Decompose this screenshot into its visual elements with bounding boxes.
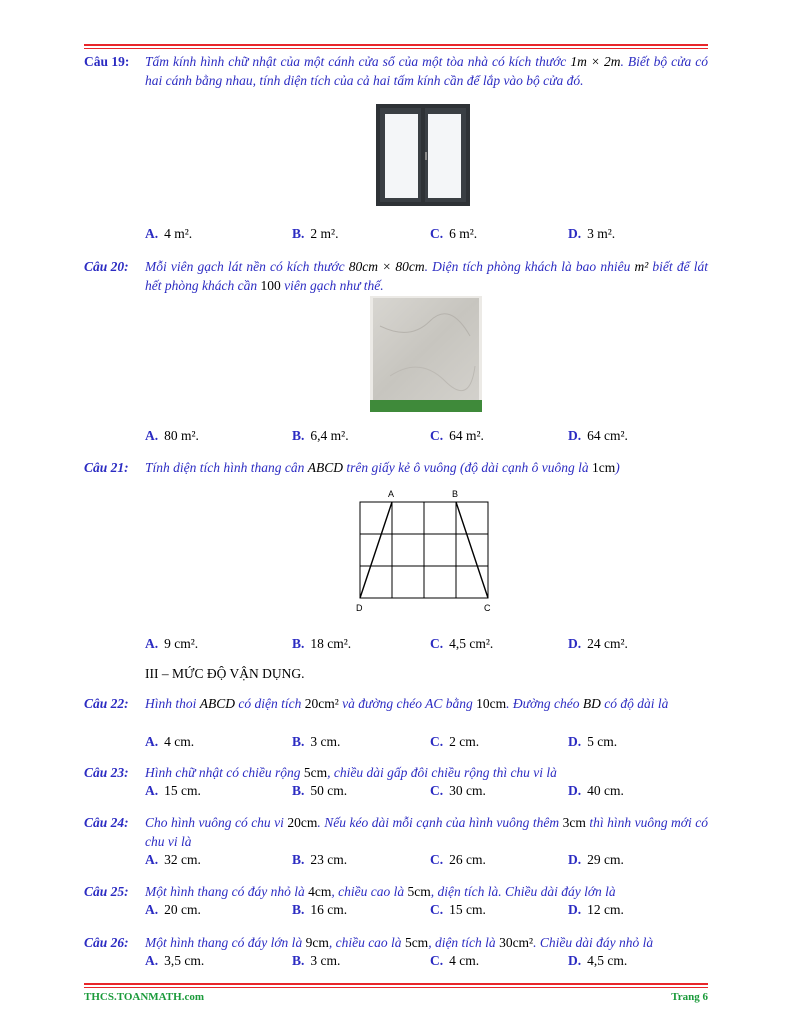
question-label: Câu 21: (84, 460, 129, 475)
question-label: Câu 19: (84, 54, 130, 69)
option-d[interactable]: D. 4,5 cm. (568, 953, 628, 968)
option-c[interactable]: C. 15 cm. (430, 902, 486, 917)
option-c[interactable]: C. 4 cm. (430, 953, 480, 968)
top-rule-2 (84, 48, 708, 49)
option-a[interactable]: A. 32 cm. (145, 852, 201, 867)
question-25 (84, 882, 708, 901)
option-b[interactable]: B. 2 m². (292, 226, 339, 241)
question-text: Một hình thang có đáy nhỏ là 4cm, chiều cao là 5cm, diện tích là. Chiều dài đáy lớn là (145, 884, 616, 899)
option-c[interactable]: C. 6 m². (430, 226, 478, 241)
option-c[interactable]: C. 4,5 cm². (430, 636, 494, 651)
vertex-a-label: A (388, 489, 395, 499)
question-label: Câu 25: (84, 884, 129, 899)
trapezoid-grid-figure (352, 488, 496, 616)
option-b[interactable]: B. 18 cm². (292, 636, 352, 651)
option-c[interactable]: C. 2 cm. (430, 734, 480, 749)
option-b[interactable]: B. 50 cm. (292, 783, 348, 798)
option-b[interactable]: B. 16 cm. (292, 902, 348, 917)
option-c[interactable]: C. 30 cm. (430, 783, 486, 798)
question-label: Câu 20: (84, 259, 129, 274)
question-text: Hình chữ nhật có chiều rộng 5cm, chiều dài gấp đôi chiều rộng thì chu vi là (145, 765, 557, 780)
section-heading: III – MỨC ĐỘ VẬN DỤNG. (145, 666, 305, 681)
option-b[interactable]: B. 23 cm. (292, 852, 348, 867)
option-a[interactable]: A. 20 cm. (145, 902, 201, 917)
question-22 (84, 694, 708, 713)
question-19 (84, 52, 708, 90)
option-d[interactable]: D. 3 m². (568, 226, 616, 241)
question-21 (84, 458, 708, 477)
question-23 (84, 763, 708, 782)
option-a[interactable]: A. 80 m². (145, 428, 199, 443)
bottom-rule (84, 983, 708, 985)
question-label: Câu 24: (84, 815, 129, 830)
footer-site[interactable]: THCS.TOANMATH.com (84, 991, 204, 1003)
bottom-rule-2 (84, 987, 708, 988)
vertex-d-label: D (356, 603, 363, 613)
option-c[interactable]: C. 64 m². (430, 428, 484, 443)
vertex-b-label: B (452, 489, 459, 499)
option-d[interactable]: D. 64 cm². (568, 428, 628, 443)
option-a[interactable]: A. 4 m². (145, 226, 193, 241)
question-text: Tính diện tích hình thang cân ABCD trên giấy kẻ ô vuông (độ dài cạnh ô vuông là 1cm) (145, 460, 620, 475)
option-a[interactable]: A. 15 cm. (145, 783, 201, 798)
question-text: Cho hình vuông có chu vi 20cm. Nếu kéo dài mỗi cạnh của hình vuông thêm 3cm thì hình vuông mới có chu vi là (145, 815, 708, 849)
option-a[interactable]: A. 3,5 cm. (145, 953, 205, 968)
tile-photo (370, 296, 482, 412)
question-24 (84, 813, 708, 851)
option-a[interactable]: A. 9 cm². (145, 636, 199, 651)
option-b[interactable]: B. 3 cm. (292, 734, 341, 749)
question-text: Một hình thang có đáy lớn là 9cm, chiều cao là 5cm, diện tích là 30cm². Chiều dài đáy nhỏ là (145, 935, 654, 950)
option-c[interactable]: C. 26 cm. (430, 852, 486, 867)
option-d[interactable]: D. 5 cm. (568, 734, 618, 749)
question-label: Câu 23: (84, 765, 129, 780)
option-b[interactable]: B. 6,4 m². (292, 428, 349, 443)
question-text: Mỗi viên gạch lát nền có kích thước 80cm × 80cm. Diện tích phòng khách là bao nhiêu m² biết để lát hết phòng khách cần 100 viên gạch như thế. (145, 259, 708, 293)
question-20 (84, 257, 708, 295)
question-26 (84, 933, 708, 952)
option-b[interactable]: B. 3 cm. (292, 953, 341, 968)
option-d[interactable]: D. 29 cm. (568, 852, 624, 867)
question-text: Tấm kính hình chữ nhật của một cánh cửa sổ của một tòa nhà có kích thước 1m × 2m. Biết bộ cửa có hai cánh bằng nhau, tính diện tích của cả hai tấm kính cần để lắp vào bộ cửa đó. (145, 54, 709, 88)
option-a[interactable]: A. 4 cm. (145, 734, 195, 749)
window-photo (376, 104, 470, 206)
question-label: Câu 26: (84, 935, 129, 950)
question-text: Hình thoi ABCD có diện tích 20cm² và đường chéo AC bằng 10cm. Đường chéo BD có độ dài là (145, 696, 669, 711)
top-rule (84, 44, 708, 46)
footer-page-number: Trang 6 (671, 991, 708, 1003)
question-label: Câu 22: (84, 696, 129, 711)
option-d[interactable]: D. 40 cm. (568, 783, 624, 798)
option-d[interactable]: D. 12 cm. (568, 902, 624, 917)
vertex-c-label: C (484, 603, 491, 613)
option-d[interactable]: D. 24 cm². (568, 636, 628, 651)
